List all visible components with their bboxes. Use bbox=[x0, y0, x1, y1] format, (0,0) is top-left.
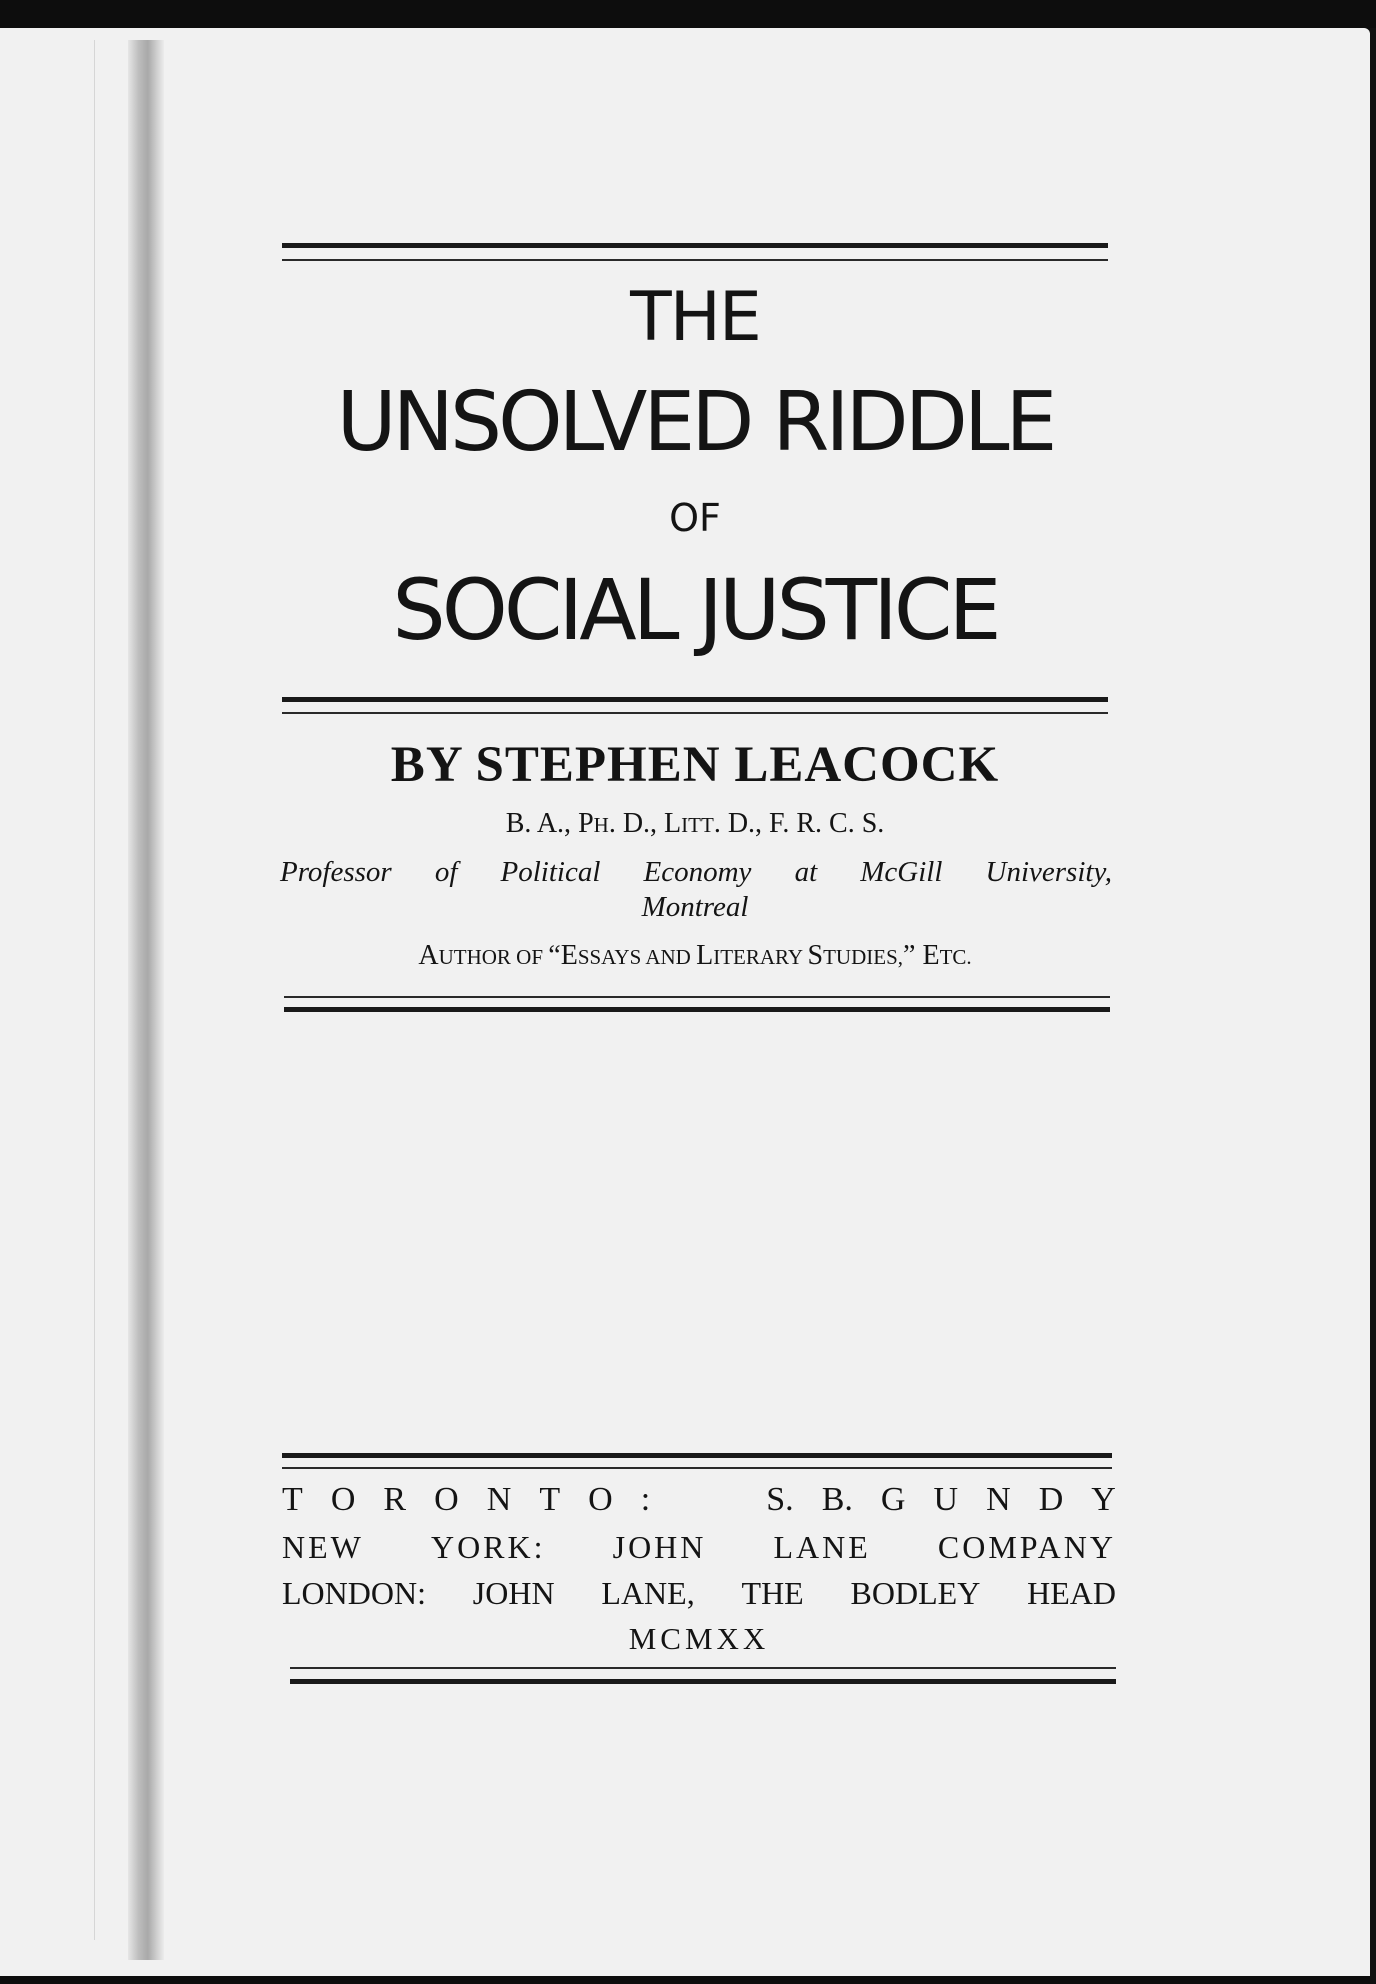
binding-gutter-shadow bbox=[128, 40, 164, 1960]
imprint-toronto: T O R O N T O : S. B. G U N D Y bbox=[282, 1481, 1116, 1518]
author-position-city: Montreal bbox=[641, 891, 749, 923]
gutter-crease bbox=[94, 40, 95, 1940]
author-position-line: Professor of Political Economy at McGill University, bbox=[280, 856, 1112, 888]
imprint-year: MCMXX bbox=[628, 1621, 770, 1656]
middle-double-rule bbox=[282, 697, 1108, 719]
imprint-bottom-double-rule bbox=[290, 1667, 1116, 1689]
imprint-new-york: NEW YORK: JOHN LANE COMPANY bbox=[282, 1529, 1116, 1565]
title-line-the: THE bbox=[630, 278, 760, 357]
top-double-rule bbox=[282, 243, 1108, 265]
author-byline: BY STEPHEN LEACOCK bbox=[390, 737, 1000, 793]
author-degrees: B. A., PH. D., LITT. D., F. R. C. S. bbox=[505, 808, 885, 839]
title-line-of: OF bbox=[669, 496, 721, 540]
page-edge-shadow bbox=[1370, 28, 1376, 1984]
imprint-top-double-rule bbox=[282, 1453, 1112, 1475]
author-double-rule bbox=[284, 996, 1110, 1018]
imprint-london: LONDON: JOHN LANE, THE BODLEY HEAD bbox=[282, 1575, 1116, 1611]
author-previous-works: AUTHOR OF “ESSAYS AND LITERARY STUDIES,” ETC. bbox=[418, 940, 972, 971]
title-line-unsolved-riddle: UNSOLVED RIDDLE bbox=[336, 375, 1054, 470]
title-line-social-justice: SOCIAL JUSTICE bbox=[392, 561, 998, 659]
